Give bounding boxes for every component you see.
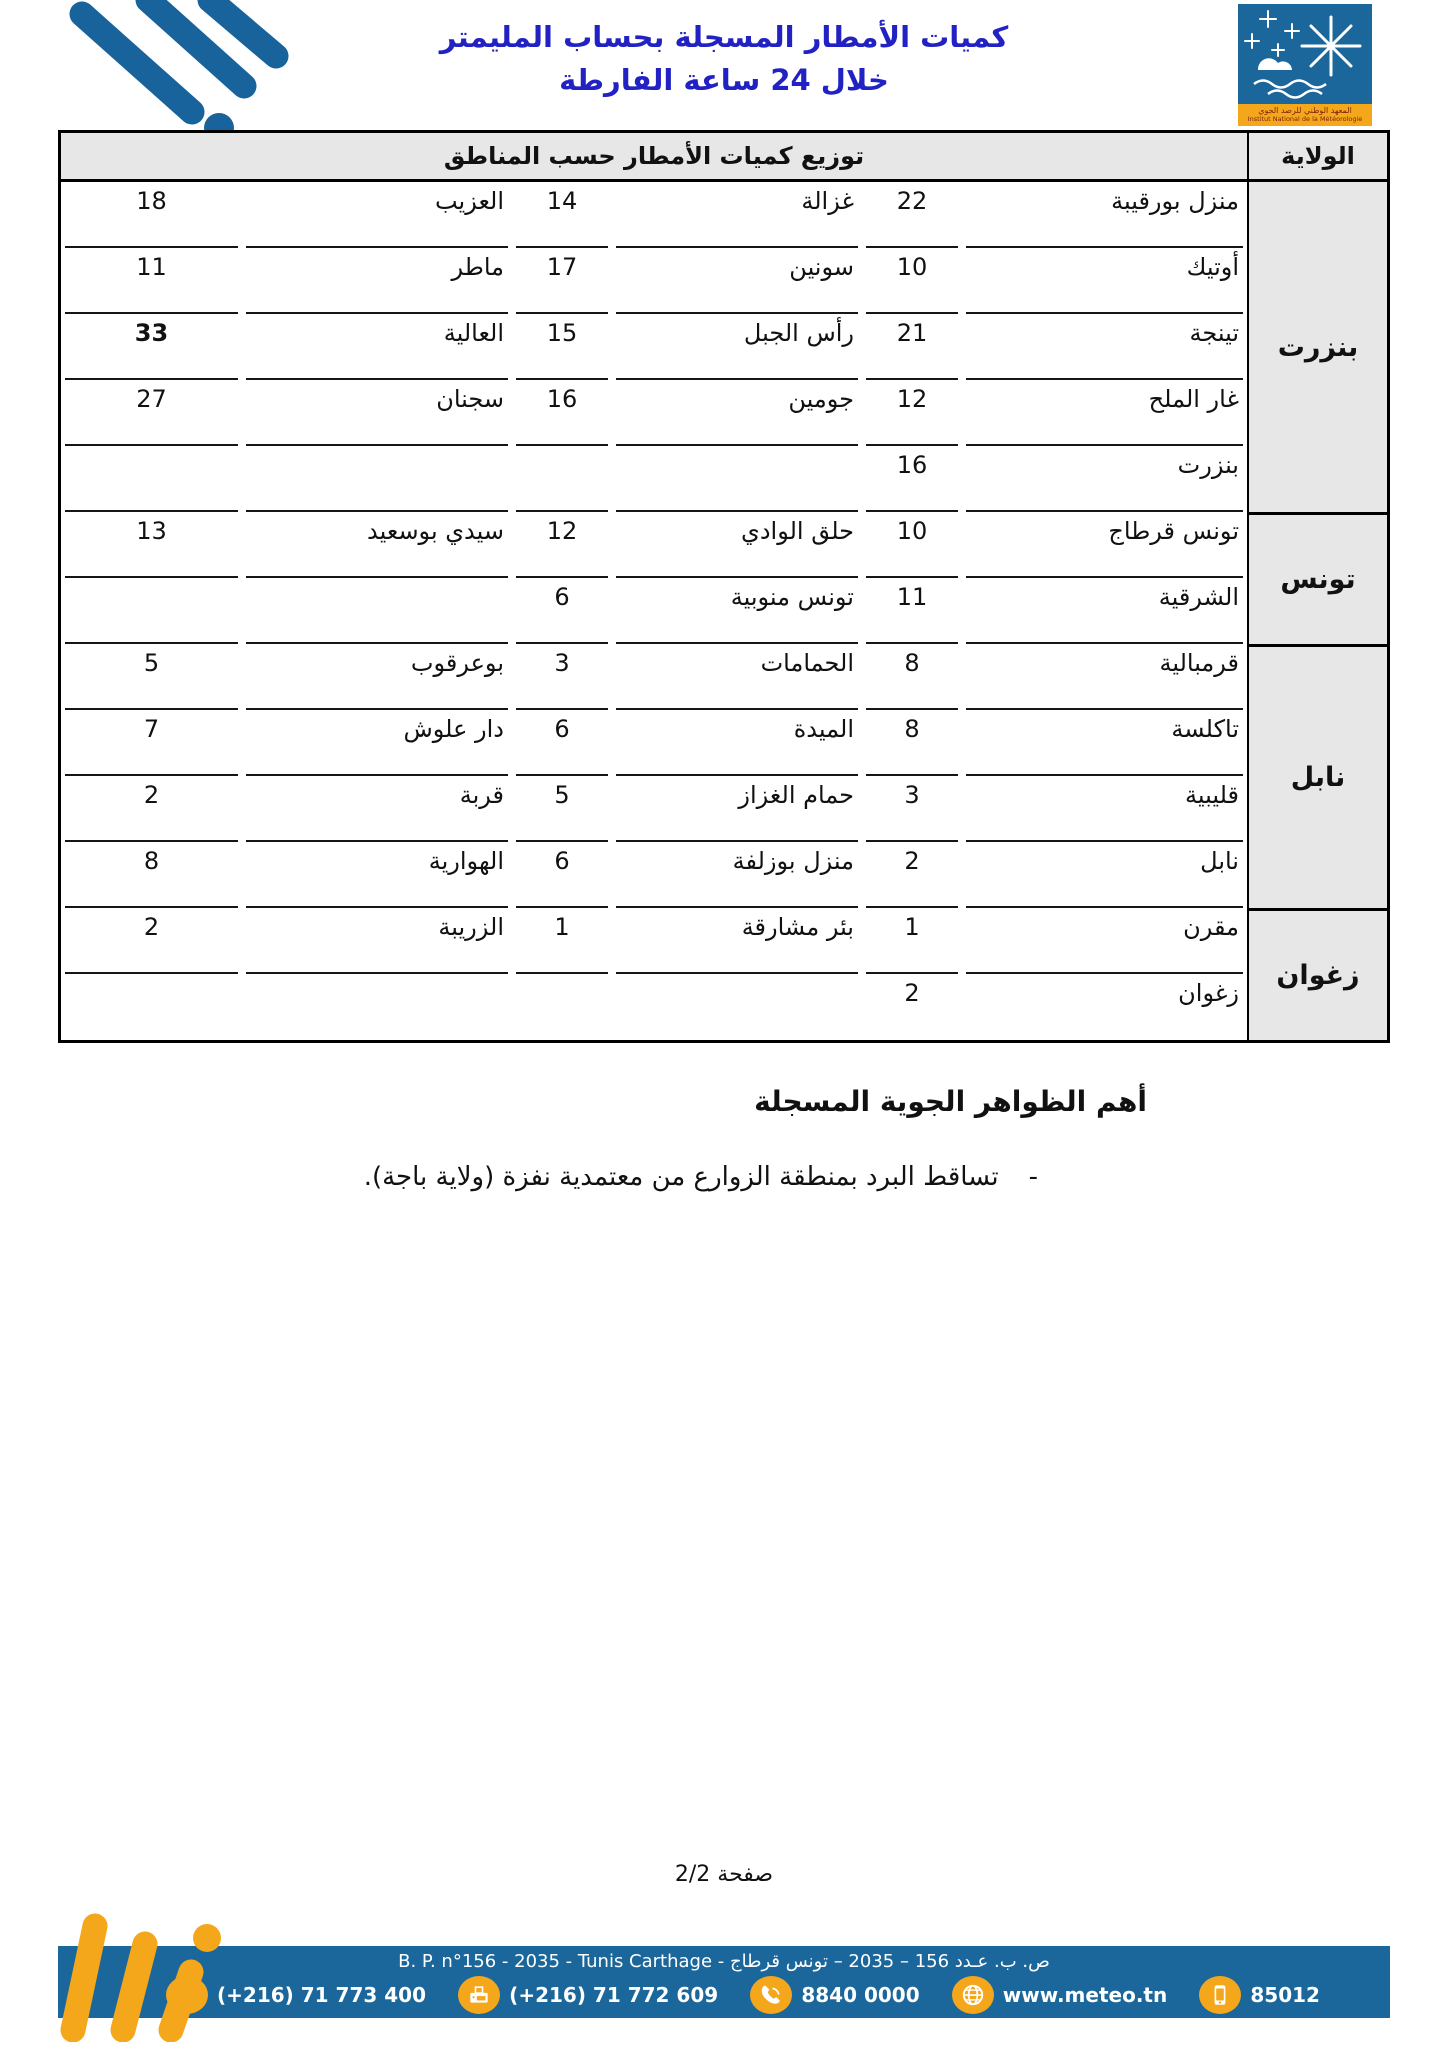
bullet-dash: - (1028, 1162, 1038, 1192)
table-row (61, 248, 1247, 314)
page-title (0, 16, 1448, 102)
rain-value-cell: 6 (516, 710, 608, 776)
mobile-icon (1199, 1976, 1241, 2014)
rainfall-table (58, 130, 1390, 1043)
table-row (61, 314, 1247, 380)
station-name-cell: العزيب (246, 182, 508, 248)
rain-value-cell: 12 (866, 380, 958, 446)
wilaya-label: نابل (1247, 644, 1387, 908)
station-name-cell: غزالة (616, 182, 858, 248)
table-row (61, 644, 1247, 710)
footer-address-fr: B. P. n°156 - 2035 - Tunis Carthage (398, 1951, 713, 1972)
station-name-cell: سجنان (246, 380, 508, 446)
rain-value-cell: 8 (866, 710, 958, 776)
station-name-cell: تونس منوبية (616, 578, 858, 644)
rain-value-cell: 22 (866, 182, 958, 248)
station-name-cell: بوعرقوب (246, 644, 508, 710)
stations-area (61, 512, 1247, 644)
contact-website (952, 1976, 1167, 2014)
meteo-logo-name-fr: Institut National de la Météorologie (1247, 115, 1363, 123)
contact-sms (1199, 1976, 1320, 2014)
wilaya-label: بنزرت (1247, 182, 1387, 512)
rain-value-cell: 33 (65, 314, 238, 380)
station-name-cell: نابل (966, 842, 1243, 908)
wilaya-group (61, 644, 1387, 908)
footer-swoosh (55, 1912, 265, 2046)
meteo-logo-emblem-icon (1238, 4, 1372, 104)
station-name-cell: أوتيك (966, 248, 1243, 314)
rain-value-cell: 11 (65, 248, 238, 314)
rain-value-cell: 2 (866, 842, 958, 908)
phenomena-text: تساقط البرد بمنطقة الزوارع من معتمدية نفزة (ولاية باجة). (363, 1162, 999, 1192)
station-name-cell: رأس الجبل (616, 314, 858, 380)
rain-value-cell: 12 (516, 512, 608, 578)
rain-value-cell: 5 (65, 644, 238, 710)
station-name-cell: قربة (246, 776, 508, 842)
contact-callcenter (750, 1976, 919, 2014)
station-name-cell: مقرن (966, 908, 1243, 974)
contact-phone-number: (+216) 71 773 400 (217, 1983, 427, 2007)
rain-value-cell: 10 (866, 248, 958, 314)
rain-value-cell: 15 (516, 314, 608, 380)
table-header-row (61, 133, 1387, 182)
wilaya-label: زغوان (1247, 908, 1387, 1040)
contact-fax (458, 1976, 718, 2014)
rain-value-cell: 17 (516, 248, 608, 314)
rain-value-cell: 16 (516, 380, 608, 446)
station-name-cell: غار الملح (966, 380, 1243, 446)
station-name-cell: الميدة (616, 710, 858, 776)
rain-value-cell: 16 (866, 446, 958, 512)
table-row (61, 776, 1247, 842)
wilaya-group (61, 182, 1387, 512)
phenomena-heading: أهم الظواهر الجوية المسجلة (754, 1085, 1147, 1118)
station-name-cell: الشرقية (966, 578, 1243, 644)
contact-callcenter-number: 8840 0000 (801, 1983, 920, 2007)
station-name-cell: قليبية (966, 776, 1243, 842)
station-name-cell: حمام الغزاز (616, 776, 858, 842)
rain-value-cell: 3 (866, 776, 958, 842)
station-name-cell: زغوان (1178, 979, 1239, 1007)
page-title-line2: خلال 24 ساعة الفارطة (559, 63, 889, 97)
table-row (61, 578, 1247, 644)
contact-website-url[interactable]: www.meteo.tn (1002, 1983, 1168, 2007)
table-row (61, 182, 1247, 248)
contact-fax-number: (+216) 71 772 609 (509, 1983, 719, 2007)
rain-value-cell: 10 (866, 512, 958, 578)
rain-value-cell (65, 446, 238, 512)
station-name-cell (616, 446, 858, 512)
station-name-cell: حلق الوادي (616, 512, 858, 578)
stations-area (61, 908, 1247, 1040)
station-name-cell: جومين (616, 380, 858, 446)
station-name-cell: العالية (246, 314, 508, 380)
station-name-cell: بئر مشارقة (616, 908, 858, 974)
table-row (61, 908, 1247, 974)
station-name-cell: دار علوش (246, 710, 508, 776)
station-name-cell: منزل بوزلفة (616, 842, 858, 908)
wilaya-label: تونس (1247, 512, 1387, 644)
rain-value-cell: 21 (866, 314, 958, 380)
station-name-cell (246, 974, 508, 1040)
rain-value-cell: 8 (866, 644, 958, 710)
meteo-logo-band (1238, 104, 1372, 126)
station-name-cell: ماطر (246, 248, 508, 314)
footer-address-ar: ص. ب. عـدد 156 – 2035 – تونس قرطاج (730, 1951, 1050, 1972)
table-title-cell: توزيع كميات الأمطار حسب المناطق (61, 133, 1247, 179)
station-name-cell: الحمامات (616, 644, 858, 710)
rain-value-cell: 27 (65, 380, 238, 446)
station-name-cell (246, 446, 508, 512)
table-row (61, 842, 1247, 908)
rain-value-cell (65, 974, 238, 1040)
wilaya-group (61, 908, 1387, 1040)
phenomena-section (58, 1085, 1390, 1192)
station-name-cell: قرمبالية (966, 644, 1243, 710)
rain-value-cell: 1 (516, 908, 608, 974)
rain-value-cell (516, 446, 608, 512)
table-row (61, 974, 1247, 1040)
rain-value-cell: 3 (516, 644, 608, 710)
station-name-cell: منزل بورقيبة (966, 182, 1243, 248)
footer-address-separator: - (712, 1951, 731, 1972)
wilaya-header-cell: الولاية (1247, 133, 1387, 179)
globe-icon (952, 1976, 994, 2014)
station-name-cell: الهوارية (246, 842, 508, 908)
phenomena-item (58, 1162, 1390, 1192)
rain-value-cell: 6 (516, 578, 608, 644)
page-number: صفحة 2/2 (674, 1862, 774, 1887)
rain-value-cell: 2 (65, 908, 238, 974)
swoosh-stripes-icon (55, 1912, 265, 2042)
rain-value-cell: 2 (904, 979, 920, 1007)
rain-value-cell: 13 (65, 512, 238, 578)
station-name-cell (616, 974, 858, 1040)
table-row (61, 380, 1247, 446)
rain-value-cell: 6 (516, 842, 608, 908)
rain-value-cell: 14 (516, 182, 608, 248)
page-title-line1: كميات الأمطار المسجلة بحساب المليمتر (439, 20, 1009, 54)
rain-value-cell: 7 (65, 710, 238, 776)
table-row (61, 446, 1247, 512)
meteo-institute-logo (1238, 4, 1372, 126)
station-name-cell: سونين (616, 248, 858, 314)
stations-area (61, 644, 1247, 908)
stations-area (61, 182, 1247, 512)
station-name-cell: الزريبة (246, 908, 508, 974)
rain-value-cell: 18 (65, 182, 238, 248)
rain-value-cell (516, 974, 608, 1040)
station-name-cell (246, 578, 508, 644)
table-row (61, 512, 1247, 578)
rain-value-cell (65, 578, 238, 644)
rain-value-cell: 8 (65, 842, 238, 908)
meteo-logo-name-ar: المعهد الوطني للرصد الجوي (1258, 106, 1352, 115)
station-name-cell: تونس قرطاج (966, 512, 1243, 578)
station-name-cell: سيدي بوسعيد (246, 512, 508, 578)
table-row (61, 710, 1247, 776)
handset-icon (750, 1976, 792, 2014)
station-name-cell: تينجة (966, 314, 1243, 380)
rain-value-cell: 11 (866, 578, 958, 644)
contact-sms-number: 85012 (1250, 1983, 1320, 2007)
wilaya-group (61, 512, 1387, 644)
rain-value-cell: 2 (65, 776, 238, 842)
fax-icon (458, 1976, 500, 2014)
station-name-cell: بنزرت (966, 446, 1243, 512)
station-name-cell: تاكلسة (966, 710, 1243, 776)
rain-value-cell: 5 (516, 776, 608, 842)
rain-value-cell: 1 (866, 908, 958, 974)
